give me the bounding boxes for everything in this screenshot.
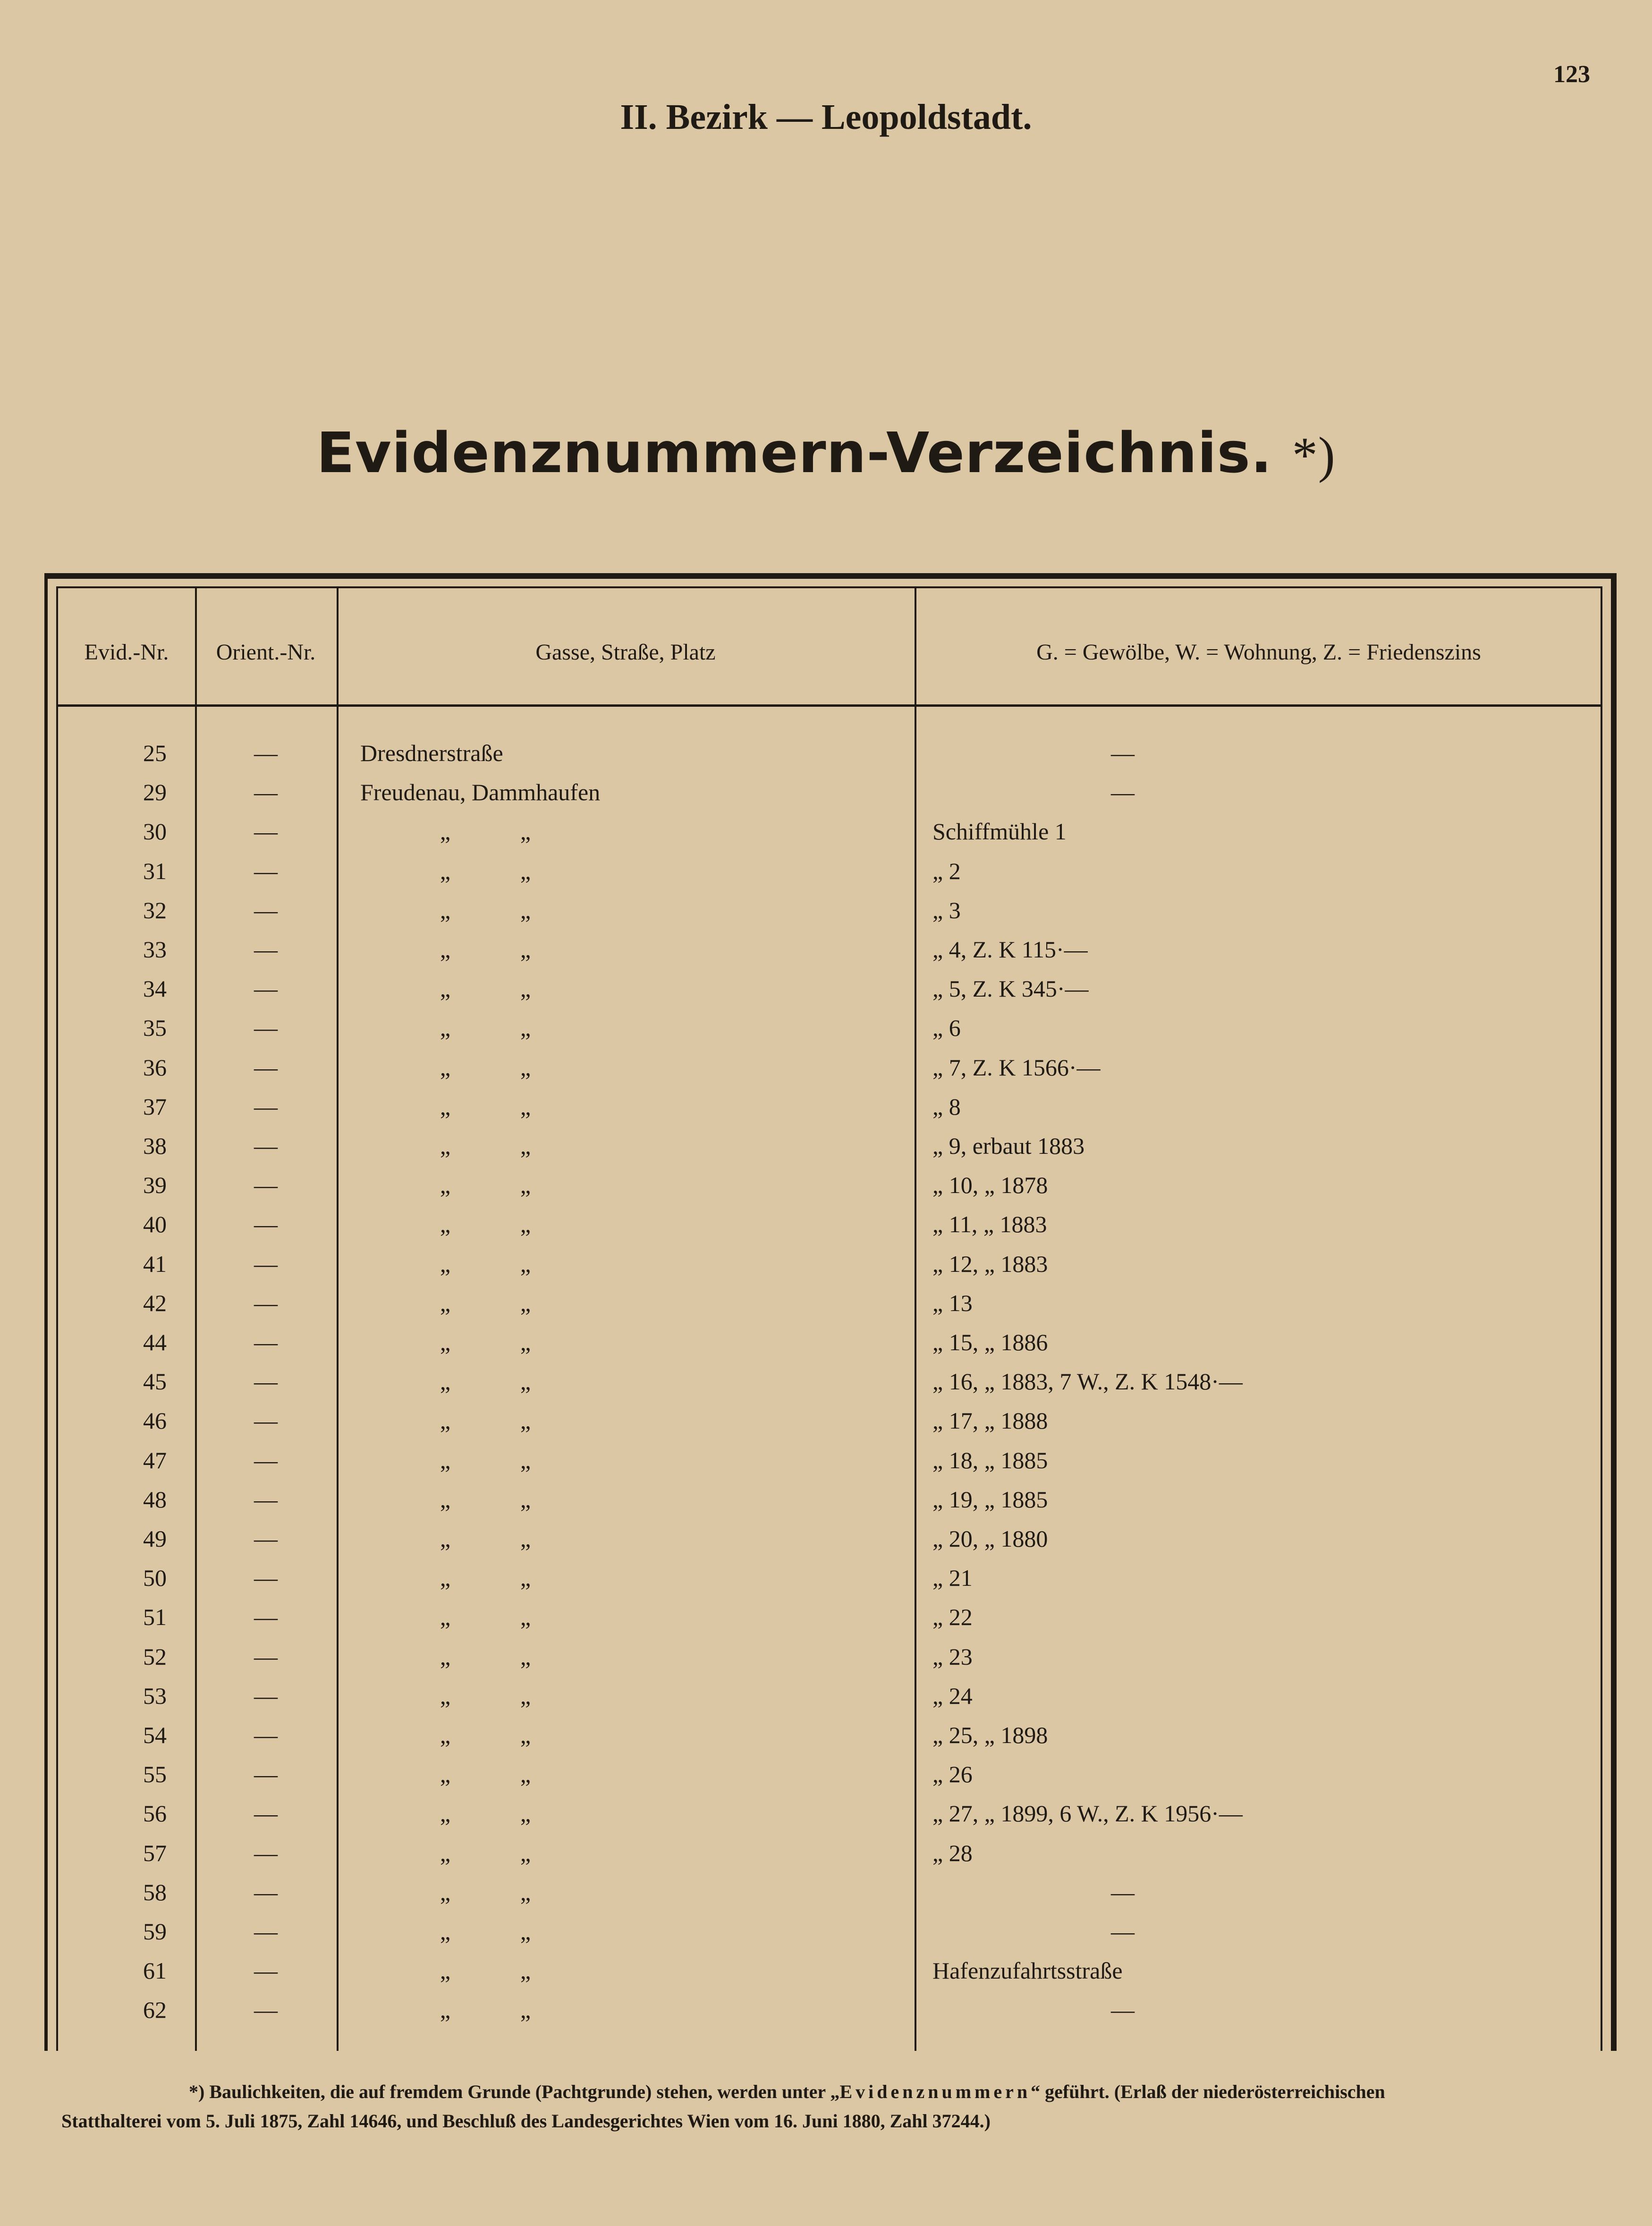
table-row	[58, 1525, 1601, 1558]
ditto-mark: „	[520, 857, 531, 884]
orient-number: —	[254, 1604, 278, 1631]
ditto-mark: „	[520, 1015, 531, 1041]
table-row	[58, 1800, 1601, 1833]
table-row	[58, 1250, 1601, 1283]
ditto-mark: „	[520, 936, 531, 963]
entry-details: „ 5, Z. K 345·—	[932, 975, 1089, 1002]
orient-number: —	[254, 1211, 278, 1238]
evid-number: 59	[143, 1918, 167, 1945]
orient-number: —	[254, 1407, 278, 1434]
entry-details: „ 25, „ 1898	[932, 1722, 1048, 1748]
ditto-mark: „	[520, 1447, 531, 1473]
ditto-mark: „	[440, 1054, 451, 1081]
ditto-mark: „	[440, 1093, 451, 1120]
evid-number: 25	[143, 740, 167, 766]
entry-details: —	[1111, 1918, 1135, 1945]
ditto-mark: „	[520, 1407, 531, 1434]
ditto-mark: „	[440, 1682, 451, 1709]
ditto-mark: „	[520, 818, 531, 845]
ditto-mark: „	[520, 1565, 531, 1591]
ditto-mark: „	[520, 1800, 531, 1827]
orient-number: —	[254, 740, 278, 766]
evidence-table	[44, 573, 1617, 2051]
entry-details: „ 22	[932, 1604, 973, 1631]
evid-number: 57	[143, 1839, 167, 1866]
orient-number: —	[254, 975, 278, 1002]
entry-details: „ 2	[932, 857, 961, 884]
table-row	[58, 1839, 1601, 1872]
entry-details: „ 24	[932, 1682, 973, 1709]
ditto-mark: „	[520, 1172, 531, 1199]
orient-number: —	[254, 1250, 278, 1277]
table-row	[58, 857, 1601, 890]
ditto-mark: „	[440, 1918, 451, 1945]
orient-number: —	[254, 1997, 278, 2023]
ditto-mark: „	[440, 1329, 451, 1355]
ditto-mark: „	[440, 1525, 451, 1552]
ditto-mark: „	[440, 1250, 451, 1277]
ditto-mark: „	[440, 897, 451, 923]
orient-number: —	[254, 1722, 278, 1748]
evid-number: 41	[143, 1250, 167, 1277]
ditto-mark: „	[440, 1604, 451, 1631]
entry-details: „ 6	[932, 1015, 961, 1041]
evid-number: 33	[143, 936, 167, 963]
ditto-mark: „	[440, 1133, 451, 1159]
table-row	[58, 1760, 1601, 1794]
entry-details: „ 12, „ 1883	[932, 1250, 1048, 1277]
evid-number: 50	[143, 1565, 167, 1591]
entry-details: „ 11, „ 1883	[932, 1211, 1047, 1238]
orient-number: —	[254, 779, 278, 806]
ditto-mark: „	[520, 1957, 531, 1984]
ditto-mark: „	[440, 936, 451, 963]
ditto-mark: „	[440, 1997, 451, 2023]
table-row	[58, 1447, 1601, 1480]
evid-number: 47	[143, 1447, 167, 1473]
entry-details: „ 9, erbaut 1883	[932, 1133, 1085, 1159]
table-row	[58, 739, 1601, 772]
ditto-mark: „	[440, 1879, 451, 1905]
orient-number: —	[254, 1093, 278, 1120]
ditto-mark: „	[520, 1839, 531, 1866]
ditto-mark: „	[440, 1211, 451, 1238]
evid-number: 40	[143, 1211, 167, 1238]
evid-number: 30	[143, 818, 167, 845]
evid-number: 58	[143, 1879, 167, 1905]
ditto-mark: „	[520, 1368, 531, 1395]
ditto-mark: „	[440, 1722, 451, 1748]
ditto-mark: „	[440, 1407, 451, 1434]
ditto-mark: „	[520, 1643, 531, 1670]
table-row	[58, 1721, 1601, 1754]
page-header: II. Bezirk — Leopoldstadt.	[620, 97, 1032, 137]
orient-number: —	[254, 1447, 278, 1473]
table-row	[58, 1564, 1601, 1597]
orient-number: —	[254, 1800, 278, 1827]
evid-number: 54	[143, 1722, 167, 1748]
evid-number: 53	[143, 1682, 167, 1709]
ditto-mark: „	[520, 897, 531, 923]
orient-number: —	[254, 1918, 278, 1945]
evid-number: 49	[143, 1525, 167, 1552]
orient-number: —	[254, 1957, 278, 1984]
entry-details: —	[1111, 740, 1135, 766]
entry-details: „ 13	[932, 1289, 973, 1316]
evid-number: 55	[143, 1761, 167, 1788]
table-row	[58, 1289, 1601, 1322]
street-name: Freudenau, Dammhaufen	[360, 779, 601, 806]
ditto-mark: „	[440, 1839, 451, 1866]
table-row	[58, 1643, 1601, 1676]
orient-number: —	[254, 1486, 278, 1513]
column-header-legend: G. = Gewölbe, W. = Wohnung, Z. = Friedenszins	[1036, 640, 1481, 665]
entry-details: „ 16, „ 1883, 7 W., Z. K 1548·—	[932, 1368, 1243, 1395]
table-row	[58, 1014, 1601, 1047]
entry-details: „ 15, „ 1886	[932, 1329, 1048, 1355]
table-row	[58, 1996, 1601, 2029]
entry-details: Schiffmühle 1	[932, 818, 1067, 845]
orient-number: —	[254, 1879, 278, 1905]
entry-details: „ 27, „ 1899, 6 W., Z. K 1956·—	[932, 1800, 1243, 1827]
orient-number: —	[254, 1015, 278, 1041]
footnote-spaced-term: Evidenznummern	[839, 2081, 1031, 2102]
entry-details: „ 7, Z. K 1566·—	[932, 1054, 1101, 1081]
entry-details: „ 10, „ 1878	[932, 1172, 1048, 1199]
entry-details: —	[1111, 1997, 1135, 2023]
table-row	[58, 975, 1601, 1008]
table-row	[58, 1171, 1601, 1204]
entry-details: „ 4, Z. K 115·—	[932, 936, 1088, 963]
orient-number: —	[254, 936, 278, 963]
ditto-mark: „	[520, 1329, 531, 1355]
table-row	[58, 818, 1601, 851]
header-divider	[58, 704, 1601, 707]
ditto-mark: „	[520, 1722, 531, 1748]
evid-number: 34	[143, 975, 167, 1002]
orient-number: —	[254, 1172, 278, 1199]
entry-details: „ 20, „ 1880	[932, 1525, 1048, 1552]
ditto-mark: „	[520, 1761, 531, 1788]
evid-number: 37	[143, 1093, 167, 1120]
table-row	[58, 1210, 1601, 1244]
entry-details: „ 23	[932, 1643, 973, 1670]
orient-number: —	[254, 1643, 278, 1670]
ditto-mark: „	[520, 1525, 531, 1552]
table-row	[58, 897, 1601, 930]
ditto-mark: „	[440, 1486, 451, 1513]
evid-number: 36	[143, 1054, 167, 1081]
table-row	[58, 1093, 1601, 1126]
orient-number: —	[254, 1289, 278, 1316]
entry-details: „ 3	[932, 897, 961, 923]
ditto-mark: „	[440, 1289, 451, 1316]
orient-number: —	[254, 818, 278, 845]
column-header-evid: Evid.-Nr.	[84, 640, 169, 665]
evid-number: 32	[143, 897, 167, 923]
entry-details: —	[1111, 1879, 1135, 1905]
page-number: 123	[1553, 61, 1590, 88]
table-body	[56, 586, 1602, 2051]
ditto-mark: „	[520, 1682, 531, 1709]
orient-number: —	[254, 1839, 278, 1866]
ditto-mark: „	[440, 1565, 451, 1591]
orient-number: —	[254, 1682, 278, 1709]
footnote-text: *) Baulichkeiten, die auf fremdem Grunde (Pachtgrunde) stehen, werden unter „	[189, 2081, 840, 2102]
evid-number: 35	[143, 1015, 167, 1041]
ditto-mark: „	[520, 1997, 531, 2023]
evid-number: 39	[143, 1172, 167, 1199]
evid-number: 45	[143, 1368, 167, 1395]
evid-number: 46	[143, 1407, 167, 1434]
ditto-mark: „	[520, 1250, 531, 1277]
ditto-mark: „	[520, 975, 531, 1002]
page-title	[0, 420, 1652, 485]
table-row	[58, 1957, 1601, 1990]
table-row	[58, 1329, 1601, 1362]
footnote-text: “ geführt. (Erlaß der niederösterreichischen	[1031, 2081, 1385, 2102]
street-name: Dresdnerstraße	[360, 740, 503, 766]
orient-number: —	[254, 1565, 278, 1591]
ditto-mark: „	[440, 857, 451, 884]
footnote	[61, 2077, 1619, 2136]
entry-details: „ 17, „ 1888	[932, 1407, 1048, 1434]
ditto-mark: „	[520, 1054, 531, 1081]
ditto-mark: „	[440, 1172, 451, 1199]
ditto-mark: „	[520, 1093, 531, 1120]
ditto-mark: „	[520, 1211, 531, 1238]
evid-number: 52	[143, 1643, 167, 1670]
entry-details: „ 21	[932, 1565, 973, 1591]
table-row	[58, 1368, 1601, 1401]
column-header-gasse: Gasse, Straße, Platz	[535, 640, 716, 665]
ditto-mark: „	[520, 1918, 531, 1945]
evid-number: 48	[143, 1486, 167, 1513]
ditto-mark: „	[440, 1368, 451, 1395]
orient-number: —	[254, 1133, 278, 1159]
column-header-orient: Orient.-Nr.	[216, 640, 316, 665]
orient-number: —	[254, 1368, 278, 1395]
entry-details: „ 8	[932, 1093, 961, 1120]
entry-details: „ 19, „ 1885	[932, 1486, 1048, 1513]
entry-details: „ 18, „ 1885	[932, 1447, 1048, 1473]
ditto-mark: „	[440, 1761, 451, 1788]
ditto-mark: „	[440, 1643, 451, 1670]
table-row	[58, 1603, 1601, 1636]
evid-number: 42	[143, 1289, 167, 1316]
entry-details: —	[1111, 779, 1135, 806]
ditto-mark: „	[520, 1486, 531, 1513]
evid-number: 38	[143, 1133, 167, 1159]
evid-number: 29	[143, 779, 167, 806]
evid-number: 61	[143, 1957, 167, 1984]
footnote-line-2: Statthalterei vom 5. Juli 1875, Zahl 14646, und Beschluß des Landesgerichtes Wien vom 16. Juni 1880, Zahl 37244.)	[61, 2110, 991, 2132]
table-row	[58, 1132, 1601, 1165]
evid-number: 31	[143, 857, 167, 884]
table-row	[58, 1682, 1601, 1715]
orient-number: —	[254, 897, 278, 923]
ditto-mark: „	[520, 1879, 531, 1905]
ditto-mark: „	[440, 1957, 451, 1984]
ditto-mark: „	[440, 975, 451, 1002]
table-row	[58, 779, 1601, 812]
orient-number: —	[254, 1329, 278, 1355]
ditto-mark: „	[520, 1133, 531, 1159]
orient-number: —	[254, 1761, 278, 1788]
table-row	[58, 1054, 1601, 1087]
table-row	[58, 1918, 1601, 1951]
ditto-mark: „	[440, 1800, 451, 1827]
evid-number: 56	[143, 1800, 167, 1827]
evid-number: 51	[143, 1604, 167, 1631]
ditto-mark: „	[520, 1289, 531, 1316]
entry-details: Hafenzufahrtsstraße	[932, 1957, 1123, 1984]
ditto-mark: „	[440, 818, 451, 845]
orient-number: —	[254, 1525, 278, 1552]
table-row	[58, 1486, 1601, 1519]
table-row	[58, 936, 1601, 969]
entry-details: „ 28	[932, 1839, 973, 1866]
evid-number: 44	[143, 1329, 167, 1355]
evid-number: 62	[143, 1997, 167, 2023]
orient-number: —	[254, 1054, 278, 1081]
title-text: Evidenznummern-Verzeichnis.	[316, 420, 1272, 485]
ditto-mark: „	[520, 1604, 531, 1631]
ditto-mark: „	[440, 1015, 451, 1041]
entry-details: „ 26	[932, 1761, 973, 1788]
title-footnote-mark: *)	[1292, 427, 1336, 483]
table-row	[58, 1879, 1601, 1912]
ditto-mark: „	[440, 1447, 451, 1473]
table-row	[58, 1407, 1601, 1440]
orient-number: —	[254, 857, 278, 884]
